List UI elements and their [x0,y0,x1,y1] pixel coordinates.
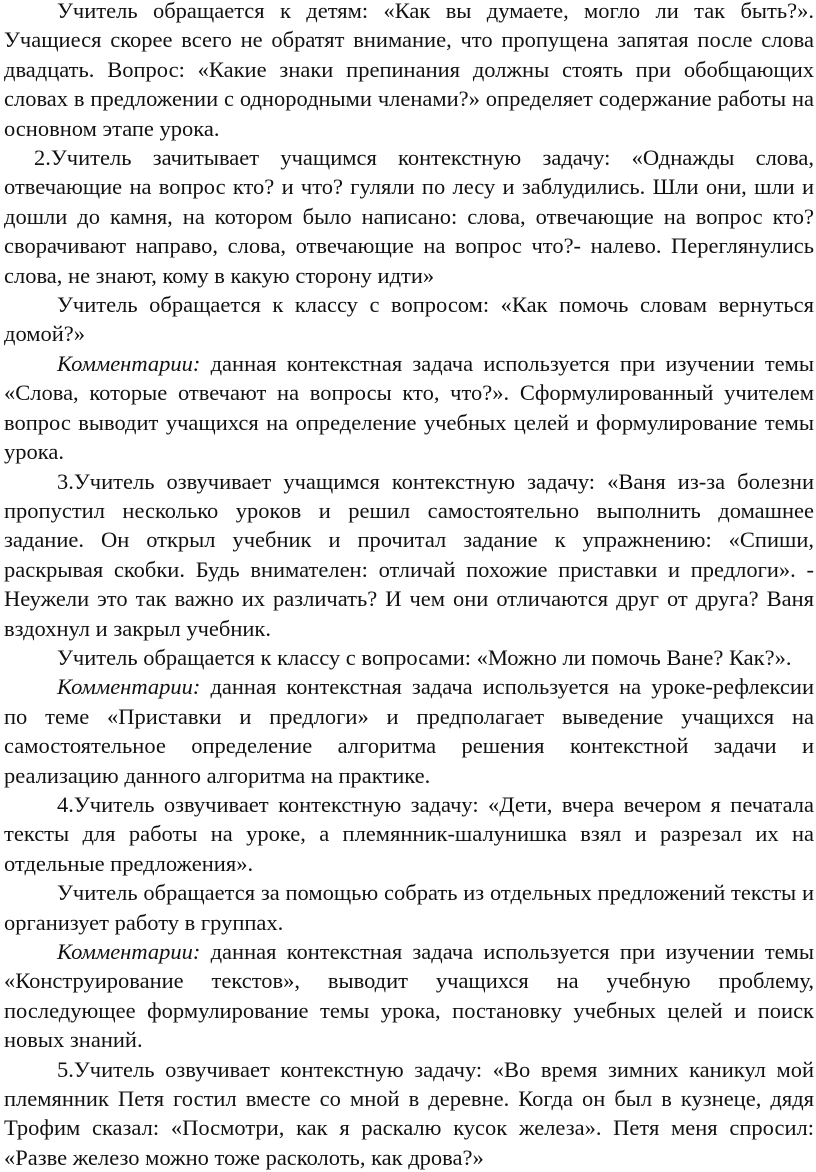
comment-label: Комментарии: [57,674,201,700]
paragraph [4,878,814,937]
paragraph-text: Учитель обращается за помощью собрать из отдельных предложений тексты и организует работу в группах. [4,880,814,935]
paragraph [4,0,814,143]
comment-paragraph [4,349,814,467]
paragraph-text: Учитель обращается к классу с вопросом: «Как помочь словам вернуться домой?» [4,292,814,347]
paragraph [4,290,814,349]
paragraph-text: Учитель обращается к классу с вопросами: «Можно ли помочь Ване? Как?». [57,644,792,670]
comment-label: Комментарии: [57,350,201,376]
paragraph-text: данная контекстная задача используется при изучении темы «Конструирование текстов», выводит учащихся на учебную проблему, последующее формулирование темы урока, постановку учебных целей и поиск новых знаний. [4,939,814,1053]
document-page [4,0,814,1172]
paragraph-task-4 [4,790,814,878]
paragraph-text: 2.Учитель зачитывает учащимся контекстную задачу: «Однажды слова, отвечающие на вопрос кто? и что? гуляли по лесу и заблудились. Шли они, шли и дошли до камня, на котором было написано: слова, отвечающие на вопрос кто? сворачивают направо, слова, отвечающие на вопрос что?- налево. Переглянулись слова, не знают, кому в какую сторону идти» [4,145,814,288]
paragraph-text: 3.Учитель озвучивает учащимся контекстную задачу: «Ваня из-за болезни пропустил несколько уроков и решил самостоятельно выполнить домашнее задание. Он открыл учебник и прочитал задание к упражнению: «Спиши, раскрывая скобки. Будь внимателен: отличай похожие приставки и предлоги». - Неужели это так важно их различать? И чем они отличаются друг от друга? Ваня вздохнул и закрыл учебник. [4,468,814,641]
paragraph-task-3 [4,467,814,643]
comment-paragraph [4,672,814,790]
paragraph-text: 5.Учитель озвучивает контекстную задачу: «Во время зимних каникул мой племянник Петя гостил вместе со мной в деревне. Когда он был в кузнеце, дядя Трофим сказал: «Посмотри, как я раскалю кусок железа». Петя меня спросил: «Разве железо можно тоже расколоть, как дрова?» [4,1056,814,1170]
paragraph-text: данная контекстная задача используется при изучении темы «Слова, которые отвечают на вопросы кто, что?». Сформулированный учителем вопрос выводит учащихся на определение учебных целей и формулирование темы урока. [4,350,814,465]
paragraph-text: 4.Учитель озвучивает контекстную задачу: «Дети, вчера вечером я печатала тексты для работы на уроке, а племянник-шалунишка взял и разрезал их на отдельные предложения». [4,791,814,876]
paragraph-text: Учитель обращается к детям: «Как вы думаете, могло ли так быть?». Учащиеся скорее всего не обратят внимание, что пропущена запятая после слова двадцать. Вопрос: «Какие знаки препинания должны стоять при обобщающих словах в предложении с однородными членами?» определяет содержание работы на основном этапе урока. [4,0,814,141]
comment-paragraph [4,937,814,1055]
paragraph-task-2 [4,143,814,290]
comment-label: Комментарии: [57,939,201,964]
paragraph-text: данная контекстная задача используется на уроке-рефлексии по теме «Приставки и предлоги» и предполагает выведение учащихся на самостоятельное определение алгоритма решения контекстной задачи и реализацию данного алгоритма на практике. [4,674,814,788]
paragraph [4,643,814,672]
paragraph-task-5 [4,1055,814,1172]
